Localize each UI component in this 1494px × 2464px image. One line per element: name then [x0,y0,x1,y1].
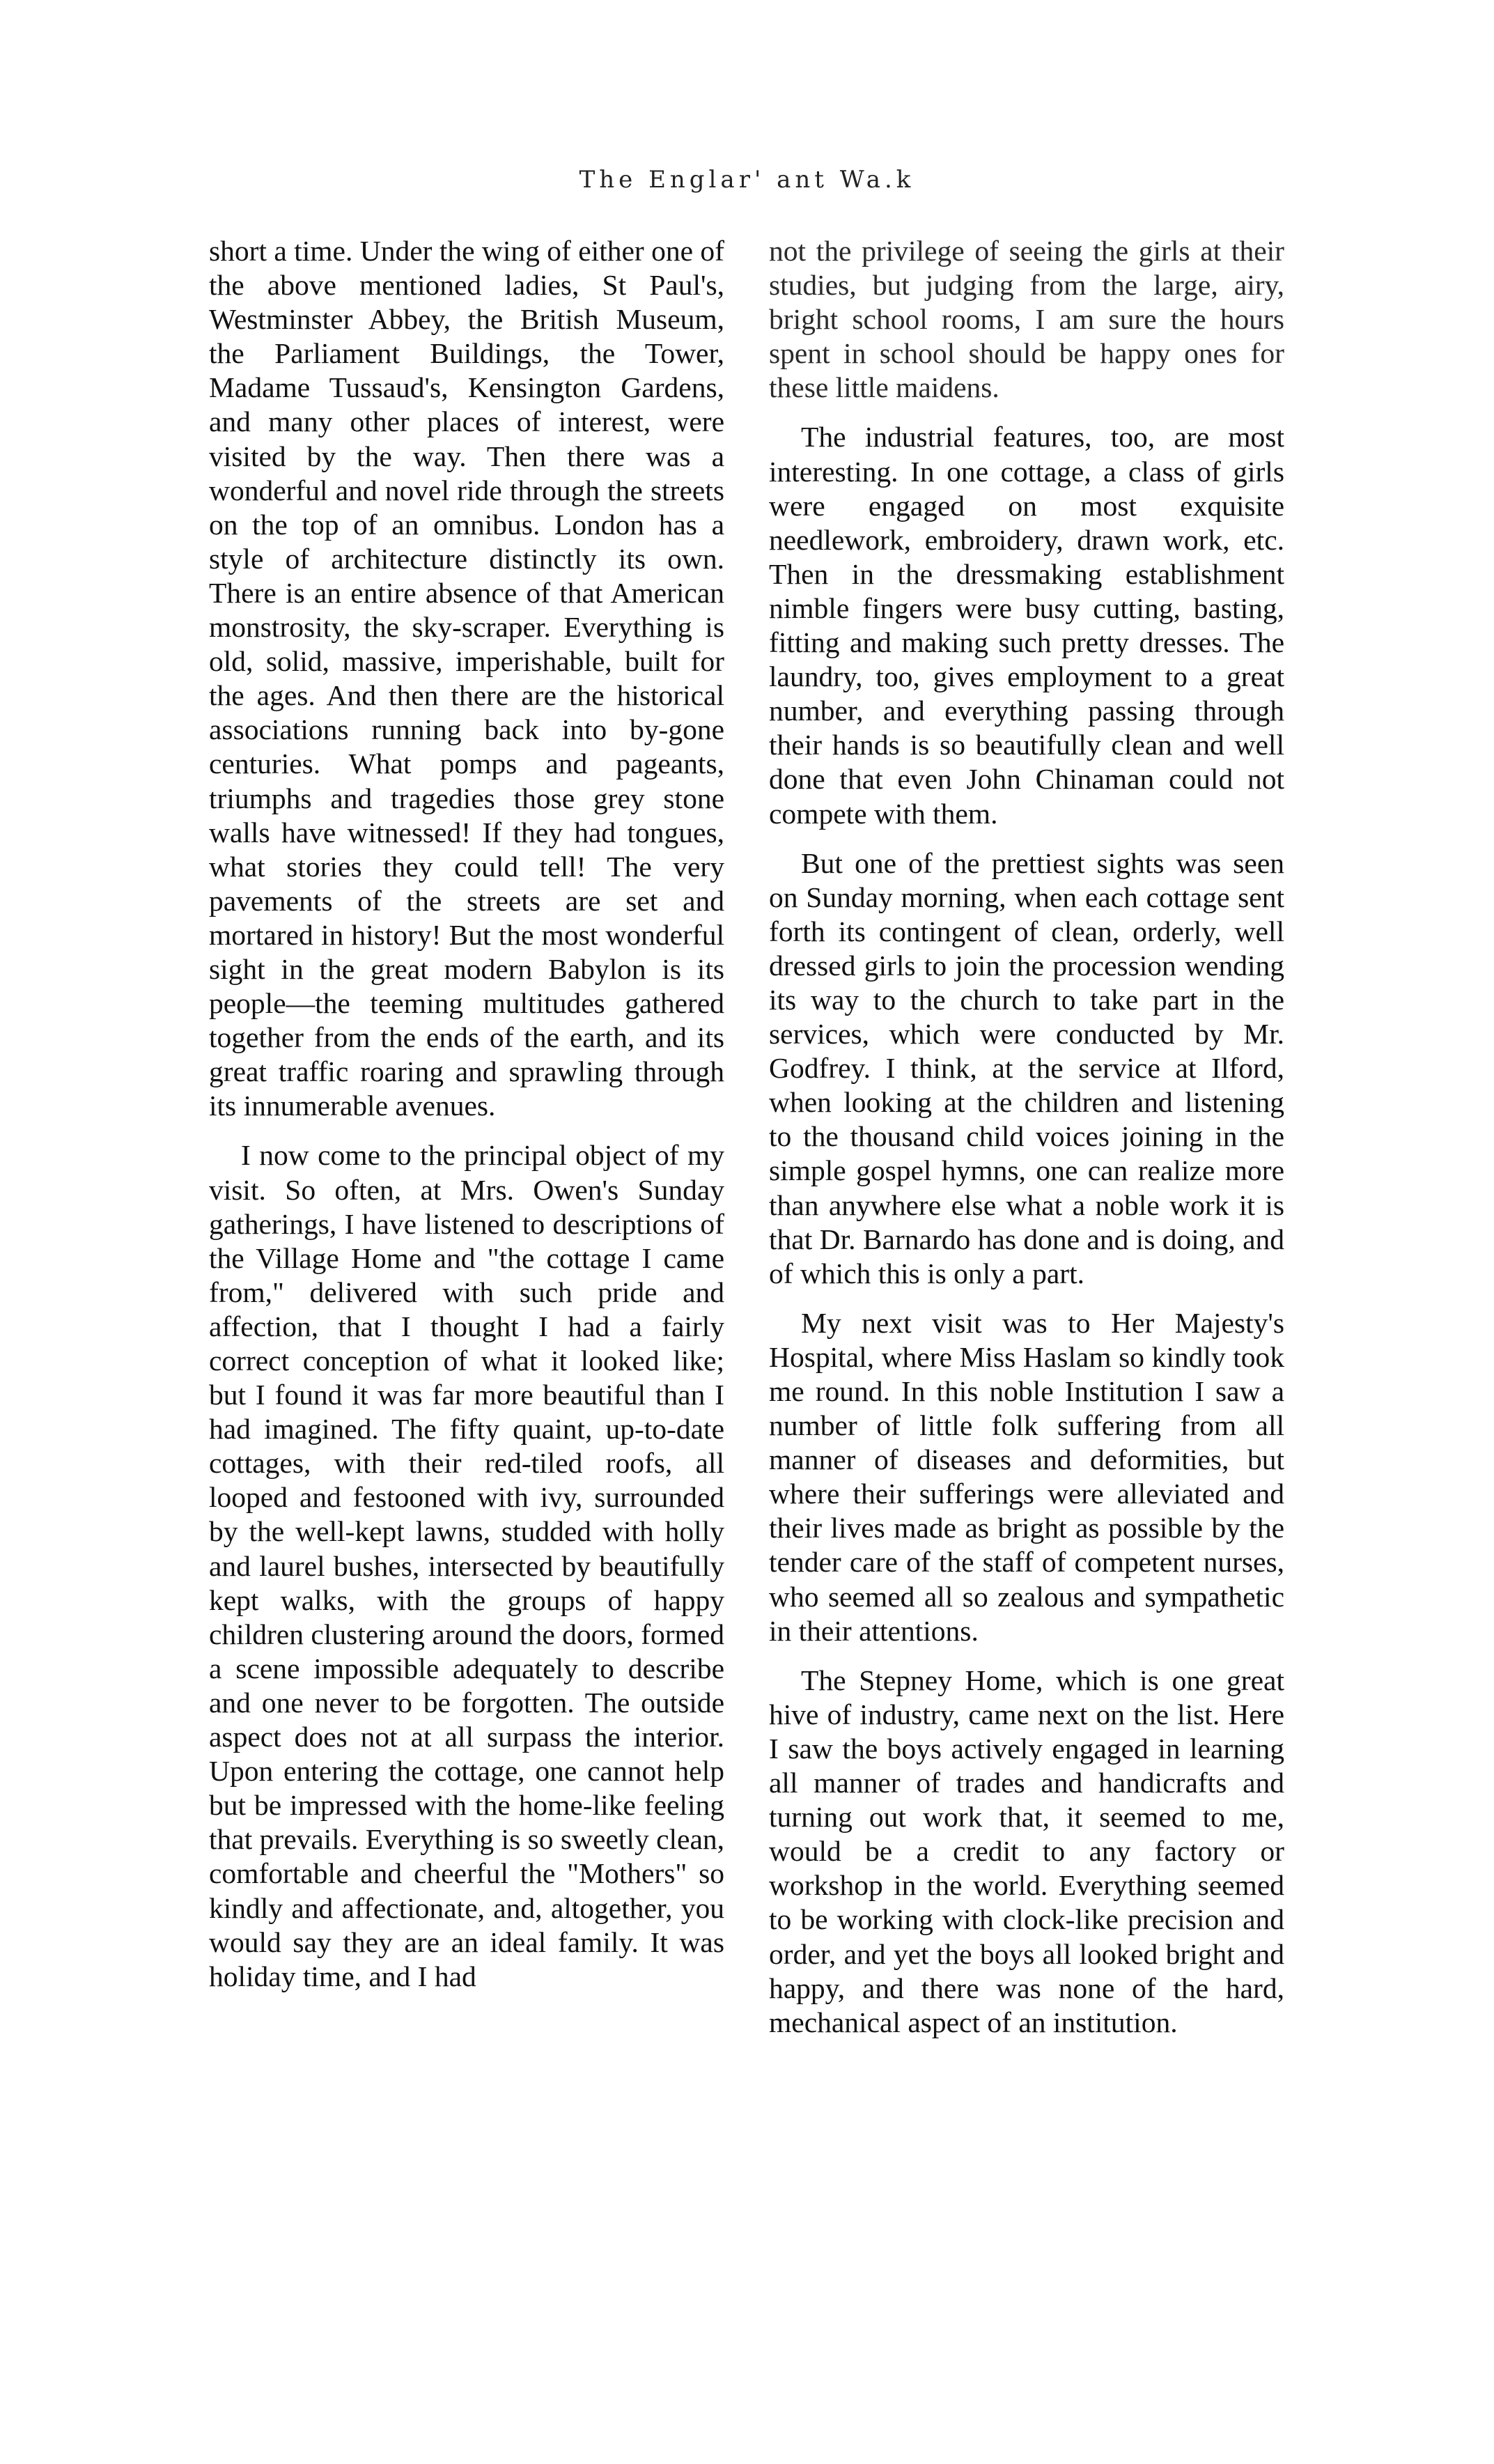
right-paragraph-3: But one of the prettiest sights was seen on Sunday morning, when each cottage sent forth its contingent of clean, orderly, well dressed girls to join the procession wending its way to the church to take part in the services, which were conducted by Mr. Godfrey. I think, at the service at Ilford, when looking at the children and listening to the thousand child voices joining in the simple gospel hymns, one can realize more than anywhere else what a noble work it is that Dr. Barnardo has done and is doing, and of which this is only a part. [769,846,1284,1289]
running-head: The Englar' ant Wa.k [579,166,915,194]
right-paragraph-1: not the privilege of seeing the girls at their studies, but judging from the large, airy, bright school rooms, I am sure the hours spent in school should be happy ones for these little maidens. [769,235,1284,404]
left-paragraph-1: short a time. Under the wing of either one of the above mentioned ladies, St Paul's, Westminster Abbey, the British Museum, the Parliament Buildings, the Tower, Madame Tussaud's, Kensington Gardens, and many other places of interest, were visited by the way. Then there was a wonderful and novel ride through the streets on the top of an omnibus. London has a style of architecture distinctly its own. There is an entire absence of that American monstrosity, the sky-scraper. Everything is old, solid, massive, imperishable, built for the ages. And then there are the historical associations running back into by-gone centuries. What pomps and pageants, triumphs and tragedies those grey stone walls have witnessed! If they had tongues, what stories they could tell! The very pavements of the streets are set and mortared in history! But the most wonderful sight in the great modern Babylon is its people—the teeming multitudes gathered together from the ends of the earth, and its great traffic roaring and sprawling through its innumerable avenues. [209,235,724,1122]
left-column [209,234,724,1994]
left-paragraph-2: I now come to the principal object of my visit. So often, at Mrs. Owen's Sunday gatherings, I have listened to descriptions of the Village Home and "the cottage I came from," delivered with such pride and affection, that I thought I had a fairly correct conception of what it looked like; but I found it was far more beautiful than I had imagined. The fifty quaint, up-to-date cottages, with their red-tiled roofs, all looped and festooned with ivy, surrounded by the well-kept lawns, studded with holly and laurel bushes, intersected by beautifully kept walks, with the groups of happy children clustering around the doors, formed a scene impossible adequately to describe and one never to be forgotten. The outside aspect does not at all surpass the interior. Upon entering the cottage, one cannot help but be impressed with the home-like feeling that prevails. Everything is so sweetly clean, comfortable and cheerful the "Mothers" so kindly and affectionate, and, altogether, you would say they are an ideal family. It was holiday time, and I had [209,1139,724,1992]
right-paragraph-5: The Stepney Home, which is one great hive of industry, came next on the list. Here I saw the boys actively engaged in learning all manner of trades and handicrafts and turning out work that, it seemed to me, would be a credit to any factory or workshop in the world. Everything seemed to be working with clock-like precision and order, and yet the boys all looked bright and happy, and there was none of the hard, mechanical aspect of an institution. [769,1664,1284,2038]
right-paragraph-4: My next visit was to Her Majesty's Hospital, where Miss Haslam so kindly took me round. In this noble Institution I saw a number of little folk suffering from all manner of diseases and deformities, but where their sufferings were alleviated and their lives made as bright as possible by the tender care of the staff of competent nurses, who seemed all so zealous and sympathetic in their attentions. [769,1306,1284,1647]
right-paragraph-2: The industrial features, too, are most interesting. In one cottage, a class of girls were engaged on most exquisite needlework, embroidery, drawn work, etc. Then in the dressmaking establishment nimble fingers were busy cutting, basting, fitting and making such pretty dresses. The laundry, too, gives employment to a great number, and everything passing through their hands is so beautifully clean and well done that even John Chinaman could not compete with them. [769,421,1284,830]
right-column [769,234,1284,2040]
